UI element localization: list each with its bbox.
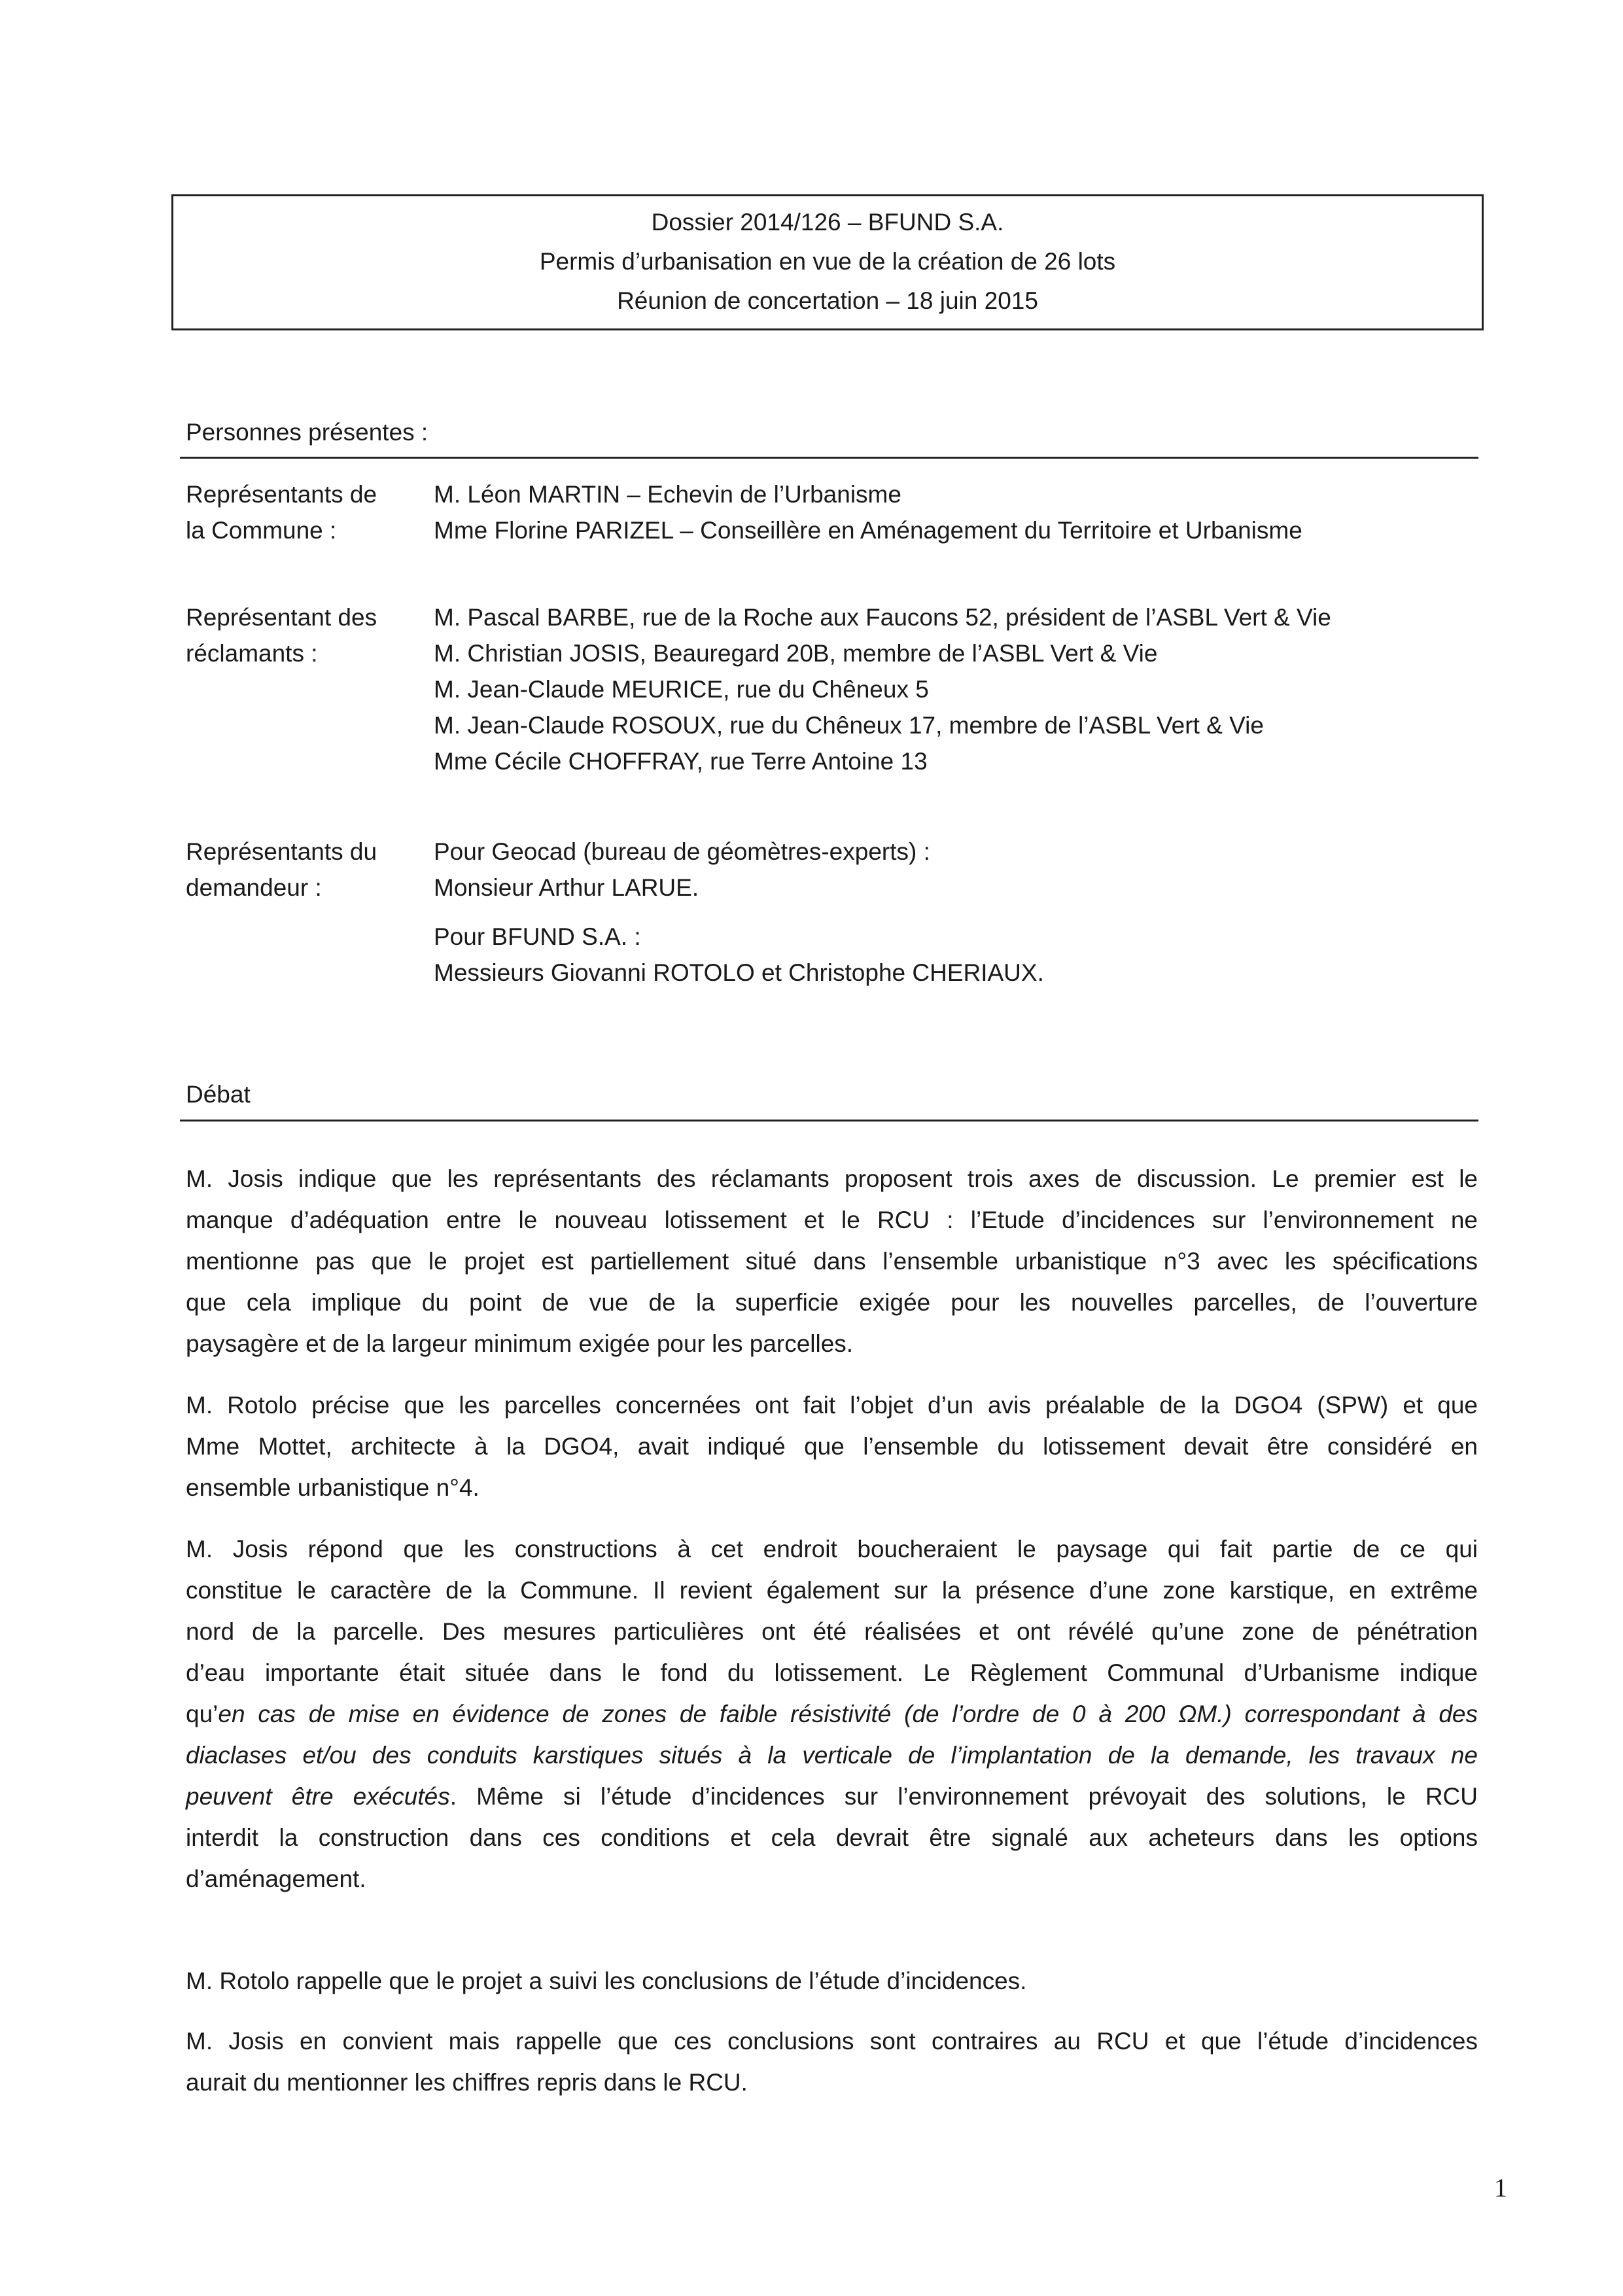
attendee: Messieurs Giovanni ROTOLO et Christophe CHERIAUX. (434, 959, 1044, 986)
debate-paragraph-3: M. Josis répond que les constructions à cet endroit boucheraient le paysage qui fait partie de ce qui constitue le caractère de la Commune. Il revient également sur la présence d’une zone karstique, en extrême nord de la parcelle. Des mesures particulières ont été réalisées et ont révélé qu’une zone de pénétration d’eau importante était située dans le fond du lotissement. Le Règlement Communal d’Urbanisme indique qu’en cas de mise en évidence de zones de faible résistivité (de l’ordre de 0 à 200 ΩM.) correspondant à des diaclases et/ou des conduits karstiques situés à la verticale de l’implantation de la demande, les travaux ne peuvent être exécutés. Même si l’étude d’incidences sur l’environnement prévoyait des solutions, le RCU interdit la construction dans ces conditions et cela devrait être signalé aux acheteurs dans les options d’aménagement. (186, 1536, 1478, 1892)
attendee: M. Léon MARTIN – Echevin de l’Urbanisme (434, 481, 901, 508)
dossier-reference: Dossier 2014/126 – BFUND S.A. (651, 209, 1004, 236)
claimants-representatives-label: Représentant des réclamants : (186, 604, 377, 667)
attendees-heading: Personnes présentes : (186, 419, 428, 446)
attendees-divider (180, 457, 1478, 459)
attendee: M. Jean-Claude ROSOUX, rue du Chêneux 17, membre de l’ASBL Vert & Vie (434, 712, 1264, 739)
applicant-representatives-label: Représentants du demandeur : (186, 838, 377, 901)
applicant-representatives-list (434, 834, 1480, 991)
permit-subject: Permis d’urbanisation en vue de la création de 26 lots (539, 248, 1116, 275)
attendee: M. Pascal BARBE, rue de la Roche aux Faucons 52, président de l’ASBL Vert & Vie (434, 604, 1331, 631)
attendee: Monsieur Arthur LARUE. (434, 874, 699, 901)
debate-paragraph-2: M. Rotolo précise que les parcelles concernées ont fait l’objet d’un avis préalable de la DGO4 (SPW) et que Mme Mottet, architecte à la DGO4, avait indiqué que l’ensemble du lotissement devait être considéré en ensemble urbanistique n°4. (186, 1392, 1478, 1501)
attendee: M. Jean-Claude MEURICE, rue du Chêneux 5 (434, 676, 929, 703)
rcu-quote: peuvent être exécutés (186, 1783, 450, 1810)
attendee: Pour Geocad (bureau de géomètres-experts) : (434, 838, 930, 865)
meeting-date: Réunion de concertation – 18 juin 2015 (617, 287, 1038, 314)
claimants-representatives-list (434, 599, 1480, 779)
commune-representatives-list (434, 476, 1480, 548)
debate-paragraph-4: M. Rotolo rappelle que le projet a suivi les conclusions de l’étude d’incidences. (186, 1968, 1027, 1994)
debate-paragraph-5: M. Josis en convient mais rappelle que ces conclusions sont contraires au RCU et que l’étude d’incidences aurait du mentionner les chiffres repris dans le RCU. (186, 2028, 1478, 2096)
debate-heading: Débat (186, 1081, 251, 1108)
debate-divider (180, 1120, 1478, 1122)
attendee: M. Christian JOSIS, Beauregard 20B, membre de l’ASBL Vert & Vie (434, 640, 1158, 667)
attendee: Mme Cécile CHOFFRAY, rue Terre Antoine 13 (434, 748, 928, 775)
attendee: Pour BFUND S.A. : (434, 923, 641, 950)
commune-representatives-label: Représentants de la Commune : (186, 481, 377, 544)
debate-paragraph-1: M. Josis indique que les représentants des réclamants proposent trois axes de discussion. Le premier est le manque d’adéquation entre le nouveau lotissement et le RCU : l’Etude d’incidences sur l’environnement ne mentionne pas que le projet est partiellement situé dans l’ensemble urbanistique n°3 avec les spécifications que cela implique du point de vue de la superficie exigée pour les nouvelles parcelles, de l’ouverture paysagère et de la largeur minimum exigée pour les parcelles. (186, 1165, 1478, 1357)
page-number: 1 (1494, 2173, 1507, 2202)
document-title-box (171, 194, 1484, 330)
attendee: Mme Florine PARIZEL – Conseillère en Aménagement du Territoire et Urbanisme (434, 517, 1302, 544)
rcu-quote: diaclases et/ou des conduits karstiques situés à la verticale de l’implantation de la demande, les travaux ne (186, 1742, 1478, 1769)
rcu-quote: en cas de mise en évidence de zones de faible résistivité (de l’ordre de 0 à 200 ΩM.) correspondant à des (218, 1701, 1478, 1727)
